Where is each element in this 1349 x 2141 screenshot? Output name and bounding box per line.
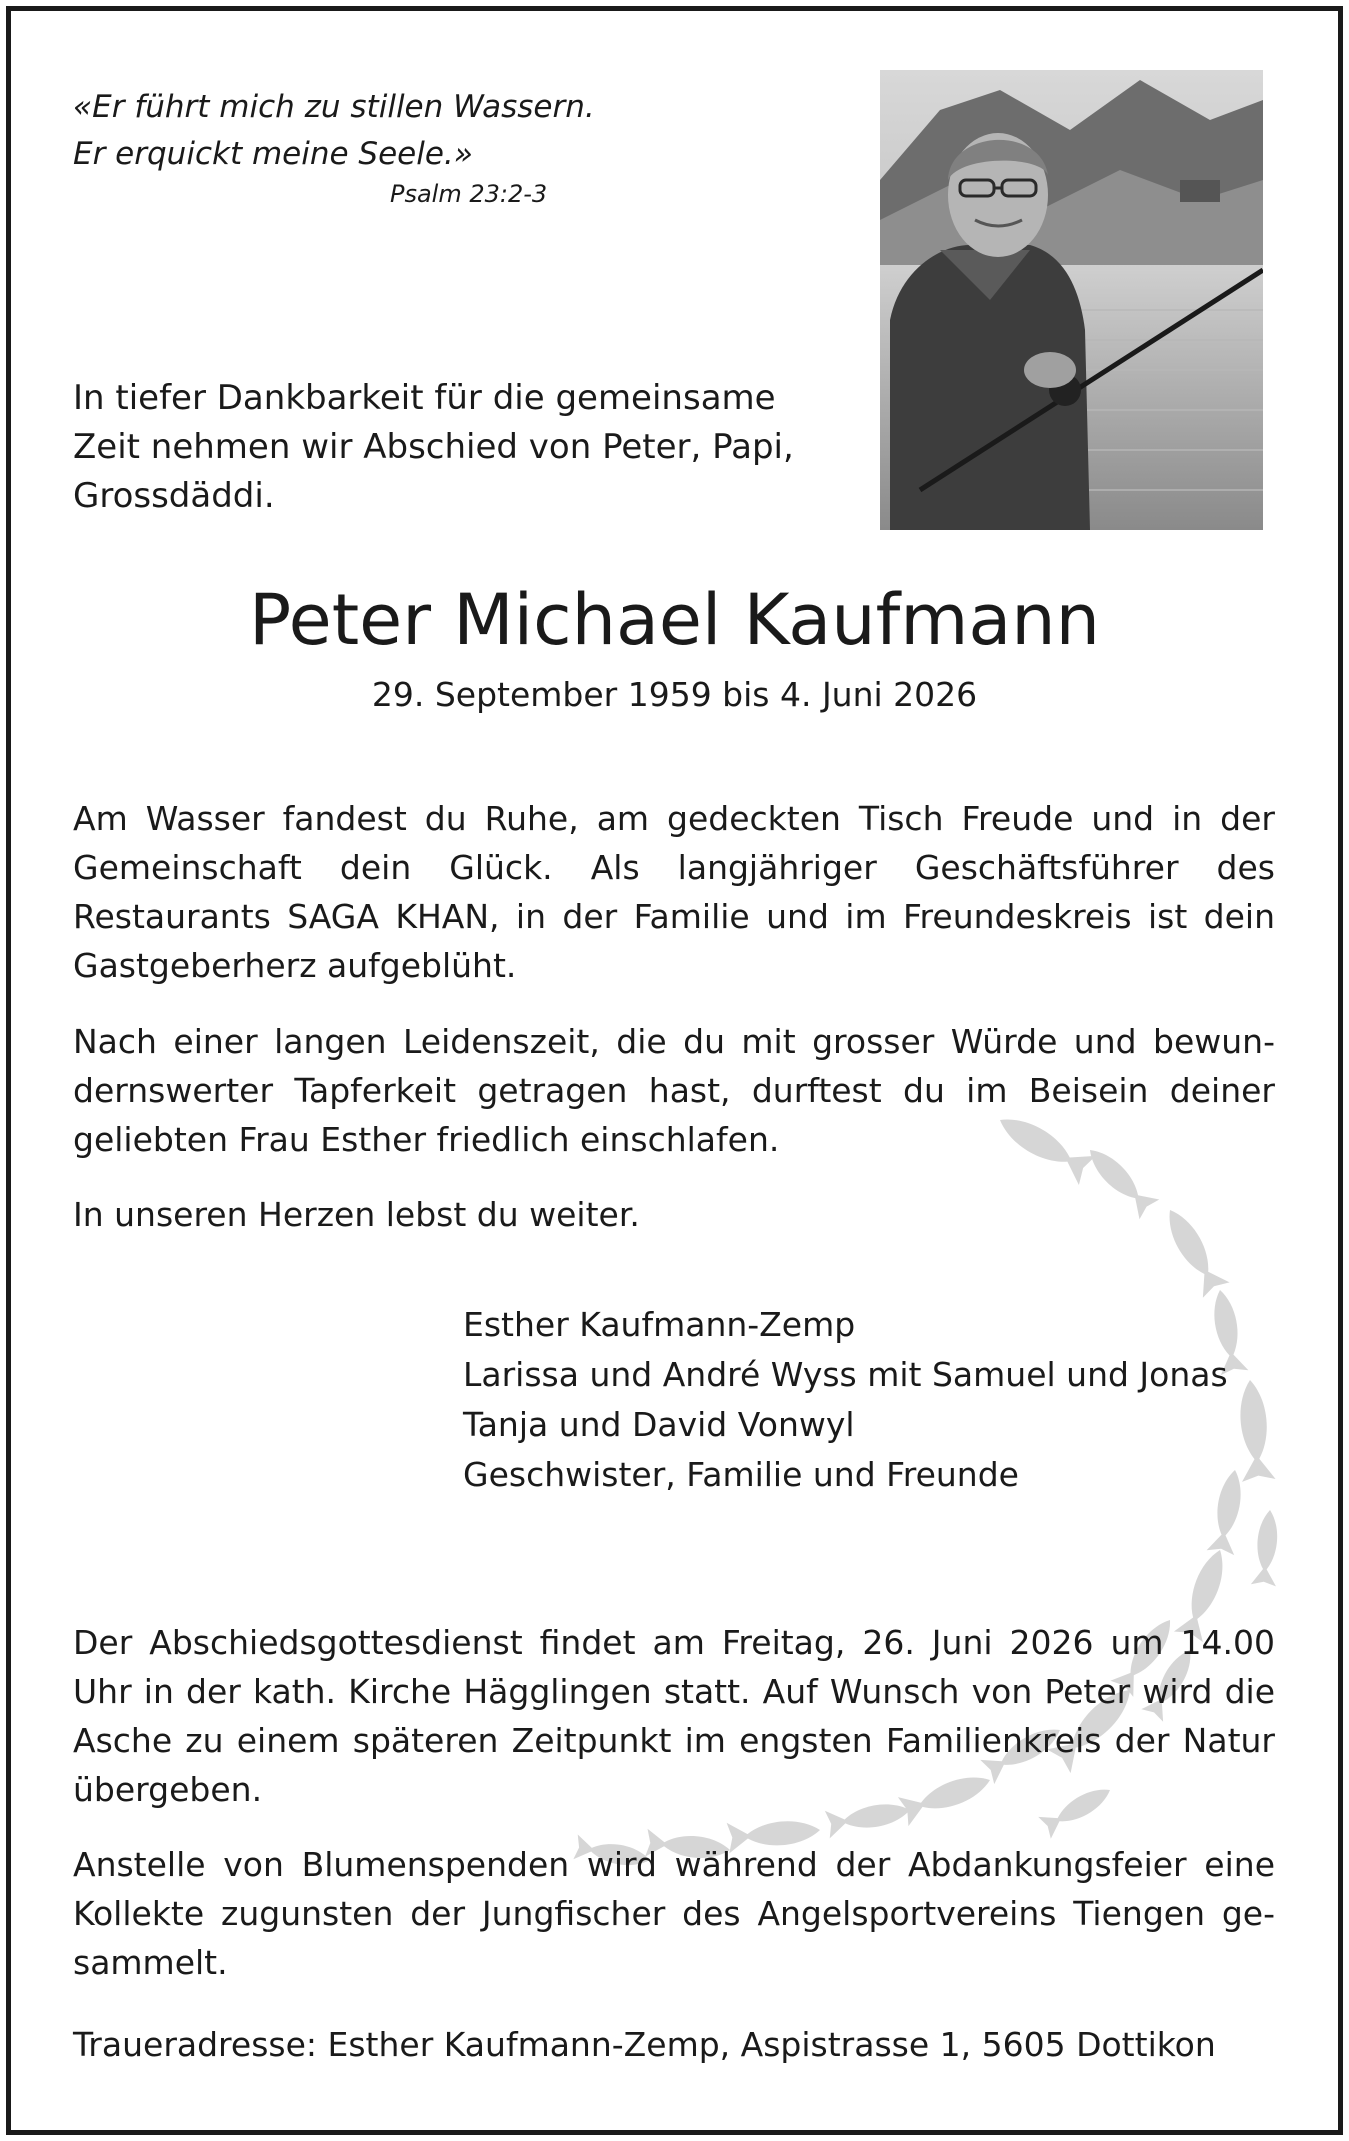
tribute-paragraph-1: Am Wasser fandest du Ruhe, am gedeckten Tisch Freude und in der Gemeinschaft dein Glück. Als langjähriger Geschäftsführer des Restaurants SAGA KHAN, in der Familie und im Freundeskreis ist dein Gastgeberherz aufgeblüht. xyxy=(73,799,1275,985)
mourner-item: Larissa und André Wyss mit Samuel und Jonas xyxy=(463,1355,1228,1394)
mourners-list xyxy=(463,1300,1228,1500)
mourner-item: Esther Kaufmann-Zemp xyxy=(463,1305,856,1344)
deceased-name: Peter Michael Kaufmann xyxy=(248,579,1101,661)
service-notice: Der Abschiedsgottesdienst findet am Freitag, 26. Juni 2026 um 14.00 Uhr in der kath. Kirche Hägglingen statt. Auf Wunsch von Peter wird die Asche zu einem späteren Zeitpunkt im engsten Familienkreis der Natur übergeben. xyxy=(73,1623,1275,1809)
tribute-paragraph-3: In unseren Herzen lebst du weiter. xyxy=(73,1195,640,1234)
life-dates: 29. September 1959 bis 4. Juni 2026 xyxy=(371,675,978,714)
psalm-line-1: «Er führt mich zu stillen Wassern. xyxy=(73,89,595,125)
psalm-quote xyxy=(73,84,595,178)
mourning-address: Traueradresse: Esther Kaufmann-Zemp, Aspistrasse 1, 5605 Dottikon xyxy=(73,2025,1216,2064)
intro-text: In tiefer Dankbarkeit für die gemeinsame Zeit nehmen wir Abschied von Peter, Papi, Grossdäddi. xyxy=(73,378,794,516)
mourner-item: Geschwister, Familie und Freunde xyxy=(463,1455,1019,1494)
mourner-item: Tanja und David Vonwyl xyxy=(463,1405,855,1444)
psalm-reference: Psalm 23:2-3 xyxy=(390,180,548,208)
donation-notice: Anstelle von Blumenspenden wird während der Abdankungsfeier eine Kollekte zugunsten der Jungfischer des Angelsportvereins Tiengen gesammelt. xyxy=(73,1845,1275,1982)
tribute-paragraph-2: Nach einer langen Leidenszeit, die du mit grosser Würde und bewundernswerter Tapferkeit getragen hast, durftest du im Beisein deiner geliebten Frau Esther friedlich einschlafen. xyxy=(73,1022,1275,1159)
portrait-photo xyxy=(880,70,1263,530)
psalm-line-2: Er erquickt meine Seele.» xyxy=(73,136,473,172)
